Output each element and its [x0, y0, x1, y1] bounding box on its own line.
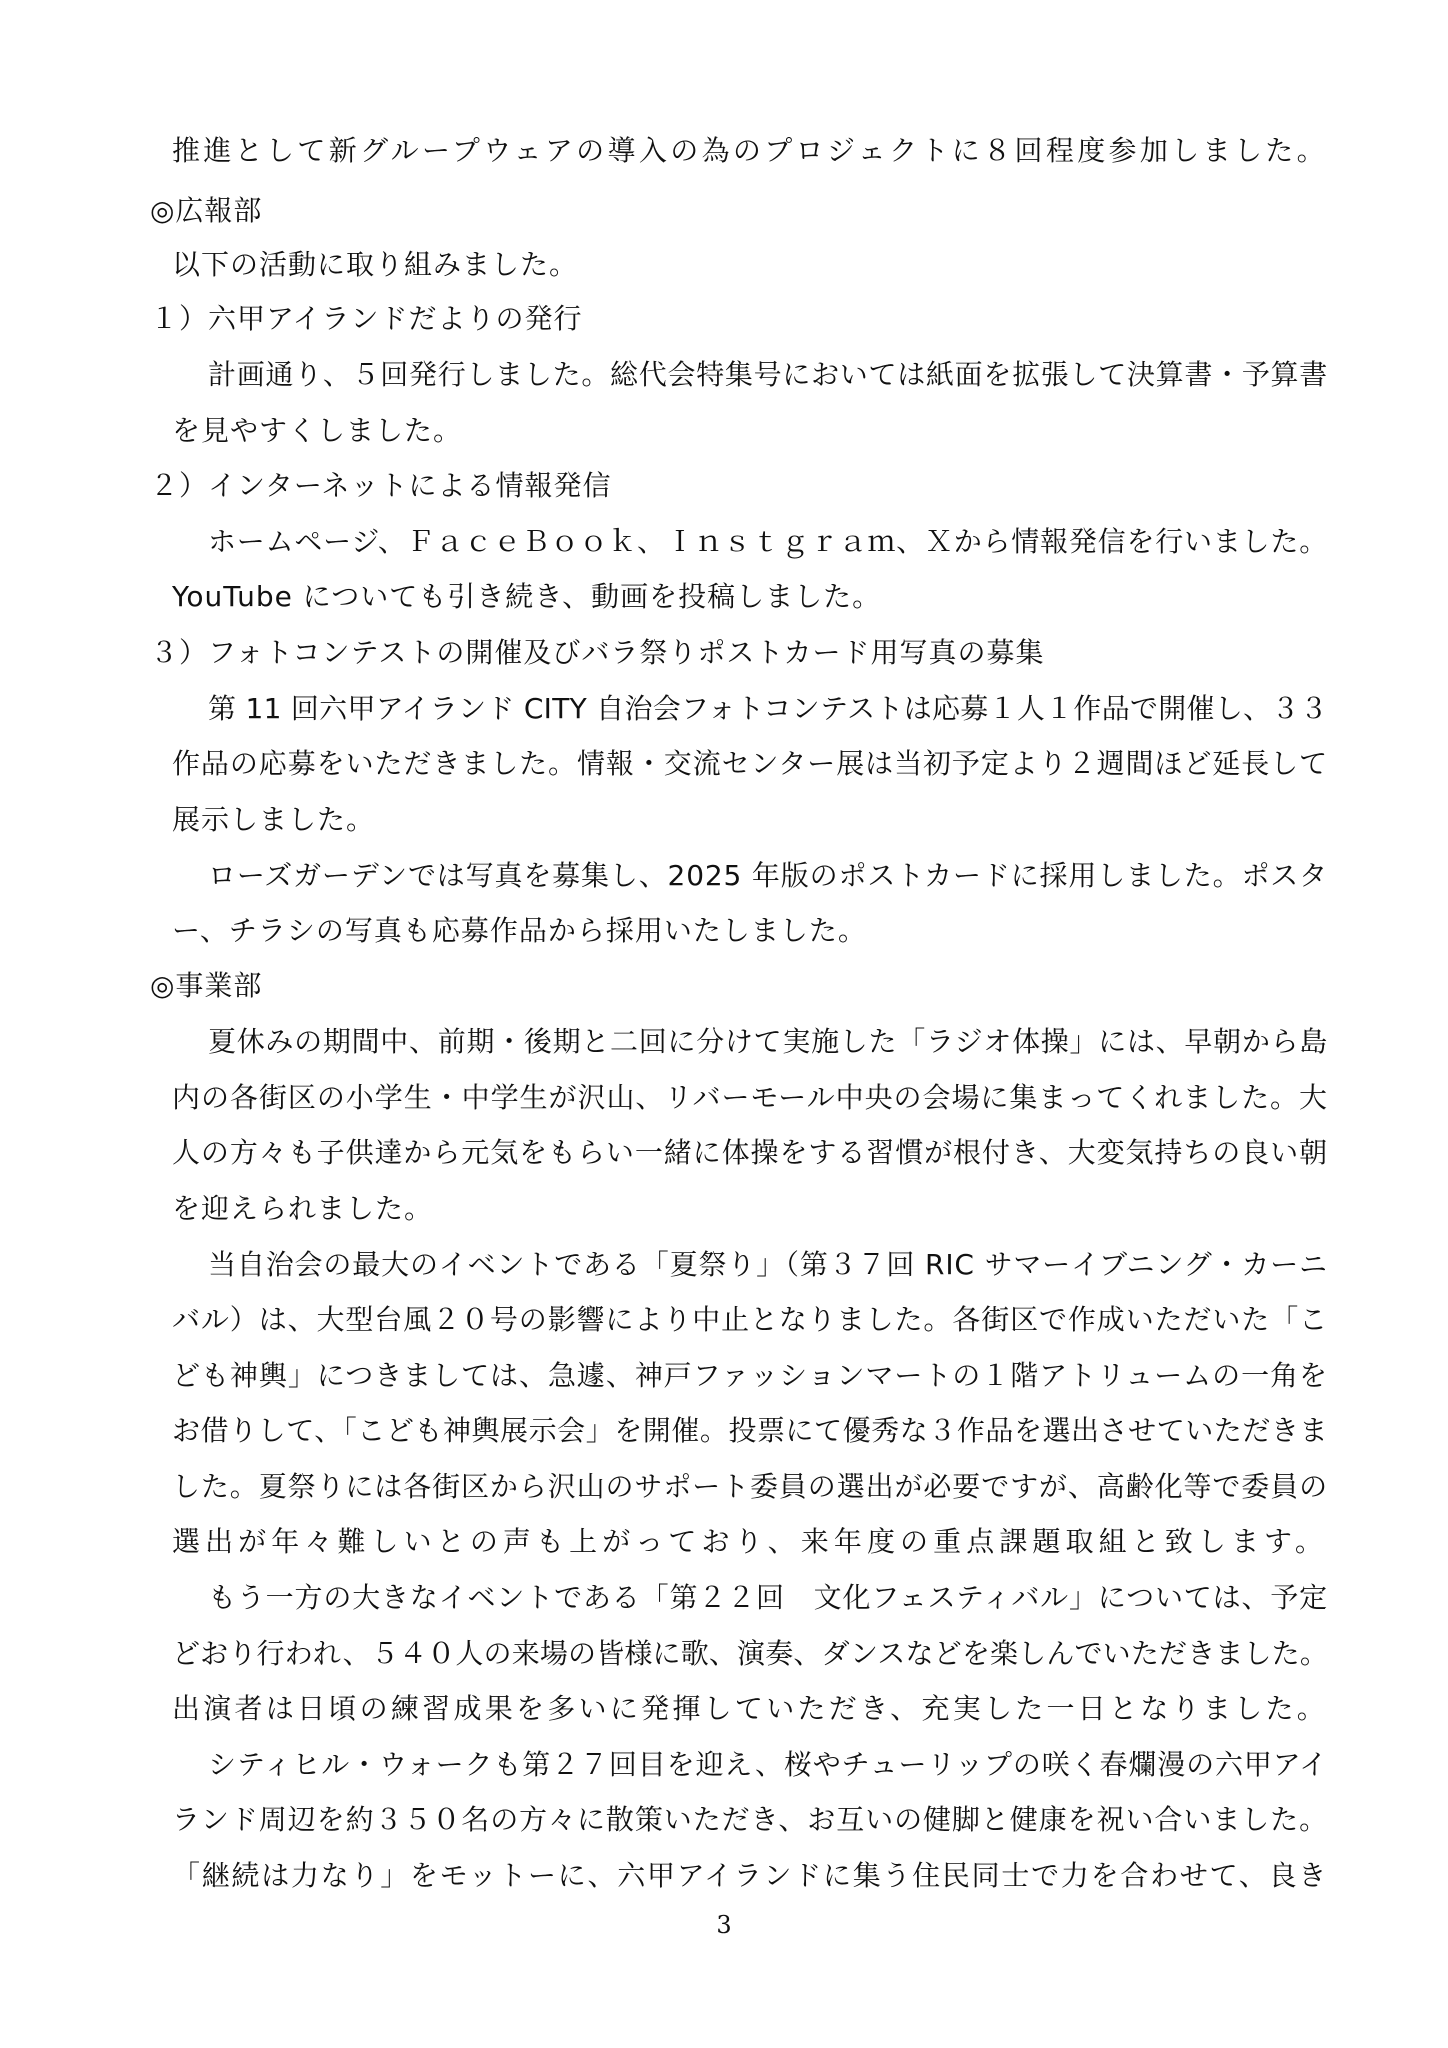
- body-text-line: を見やすくしました。: [172, 414, 463, 447]
- section-heading-public-relations: ◎広報部: [150, 194, 263, 227]
- body-text-line: 展示しました。: [172, 803, 376, 836]
- body-text-line: どおり行われ、５４０人の来場の皆様に歌、演奏、ダンスなどを楽しんでいただきました。: [172, 1637, 1328, 1670]
- body-text-line: ども神輿」につきましては、急遽、神戸ファッションマートの１階アトリュームの一角を: [172, 1359, 1328, 1392]
- body-text-line: を迎えられました。: [172, 1192, 434, 1225]
- subsection-heading: ３）フォトコンテストの開催及びバラ祭りポストカード用写真の募集: [150, 636, 1045, 669]
- body-text-line: 内の各街区の小学生・中学生が沢山、リバーモール中央の会場に集まってくれました。大: [172, 1081, 1328, 1114]
- body-text-line: 出演者は日頃の練習成果を多いに発揮していただき、充実した一日となりました。: [172, 1692, 1328, 1725]
- subsection-heading: ２）インターネットによる情報発信: [150, 469, 612, 502]
- body-text-line: YouTube についても引き続き、動画を投稿しました。: [172, 580, 882, 613]
- body-text-line: 「継続は力なり」をモットーに、六甲アイランドに集う住民同士で力を合わせて、良き: [172, 1859, 1328, 1892]
- body-text-line: シティヒル・ウォークも第２７回目を迎え、桜やチューリップの咲く春爛漫の六甲アイ: [208, 1748, 1328, 1781]
- section-heading-business: ◎事業部: [150, 969, 263, 1002]
- body-text-line: お借りして、「こども神輿展示会」を開催。投票にて優秀な３作品を選出させていただきま: [172, 1414, 1328, 1447]
- page-number: 3: [716, 1911, 732, 1939]
- body-text-line: ランド周辺を約３５０名の方々に散策いただき、お互いの健脚と健康を祝い合いました。: [172, 1803, 1328, 1836]
- body-text-line: バル）は、大型台風２０号の影響により中止となりました。各街区で作成いただいた「こ: [172, 1303, 1328, 1336]
- body-text-line: 選出が年々難しいとの声も上がっており、来年度の重点課題取組と致します。: [172, 1525, 1328, 1558]
- body-text-line: ー、チラシの写真も応募作品から採用いたしました。: [172, 914, 867, 947]
- body-text-line: もう一方の大きなイベントである「第２２回 文化フェスティバル」については、予定: [208, 1581, 1328, 1614]
- body-text-line: 計画通り、５回発行しました。総代会特集号においては紙面を拡張して決算書・予算書: [208, 358, 1328, 391]
- body-text-line: 以下の活動に取り組みました。: [172, 248, 579, 281]
- body-text-line: 作品の応募をいただきました。情報・交流センター展は当初予定より２週間ほど延長して: [172, 747, 1328, 780]
- body-text-line: ローズガーデンでは写真を募集し、2025 年版のポストカードに採用しました。ポスタ: [208, 859, 1328, 892]
- body-text-line: 人の方々も子供達から元気をもらい一緒に体操をする習慣が根付き、大変気持ちの良い朝: [172, 1136, 1328, 1169]
- body-text-line: した。夏祭りには各街区から沢山のサポート委員の選出が必要ですが、高齢化等で委員の: [172, 1470, 1328, 1503]
- body-text-line: 当自治会の最大のイベントである「夏祭り」（第３７回 RIC サマーイブニング・カーニ: [208, 1248, 1328, 1281]
- body-text-line: 第 11 回六甲アイランド CITY 自治会フォトコンテストは応募１人１作品で開催し、３３: [208, 692, 1328, 725]
- subsection-heading: １）六甲アイランドだよりの発行: [150, 302, 583, 335]
- body-text-line: 夏休みの期間中、前期・後期と二回に分けて実施した「ラジオ体操」には、早朝から島: [208, 1025, 1328, 1058]
- body-text-line: ホームページ、ＦａｃｅＢｏｏｋ、Ｉｎｓｔｇｒａｍ、Ｘから情報発信を行いました。: [208, 525, 1328, 558]
- body-text-line: 推進として新グループウェアの導入の為のプロジェクトに８回程度参加しました。: [172, 134, 1328, 167]
